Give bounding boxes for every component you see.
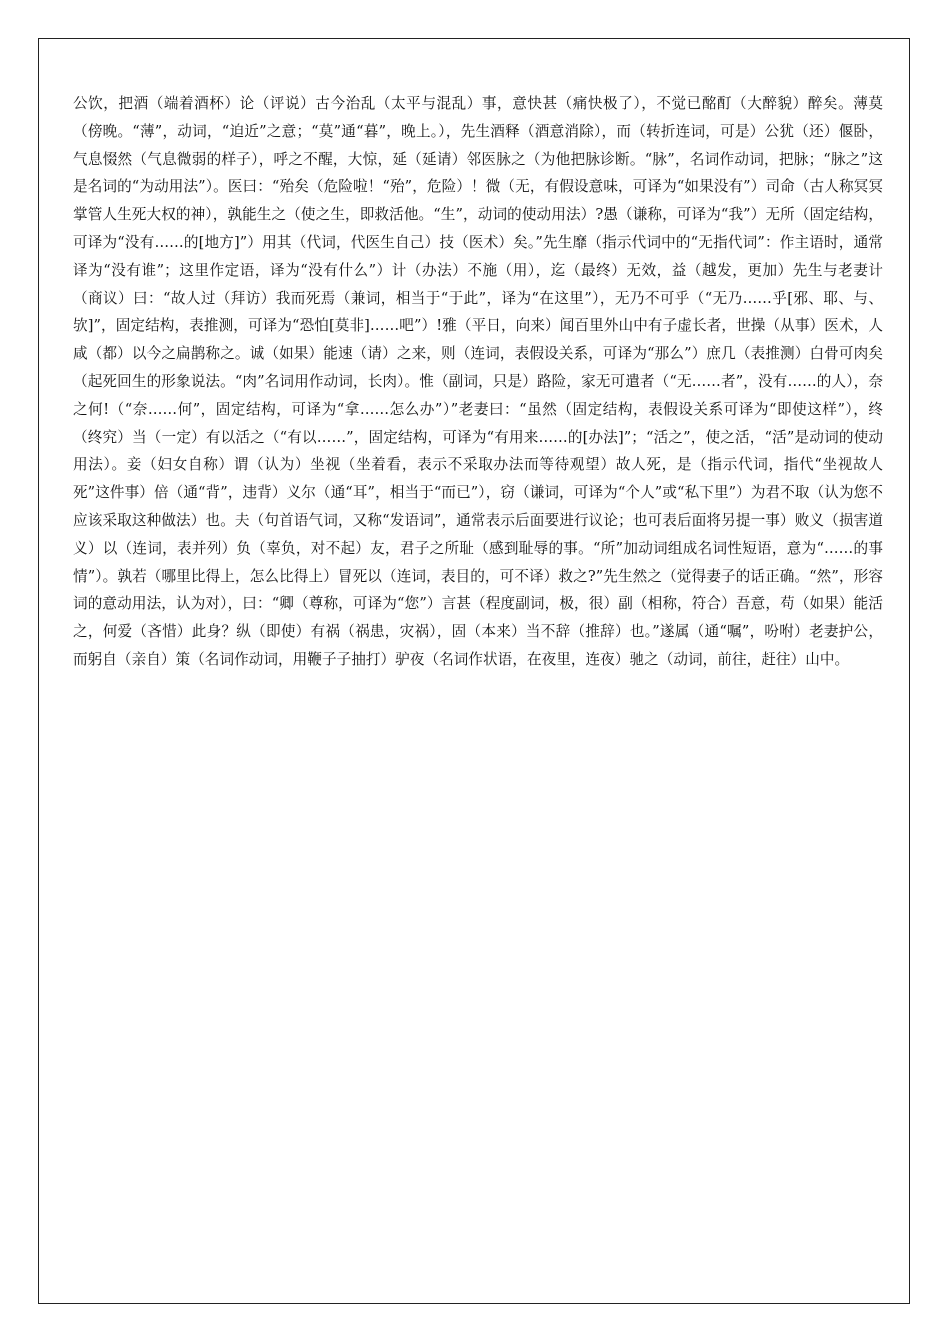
body-paragraph: 公饮，把酒（端着酒杯）论（评说）古今治乱（太平与混乱）事，意快甚（痛快极了），不觉已酩酊（大醉貌）醉矣。薄莫（傍晚。“薄”，动词，“迫近”之意；“莫”通“暮”，晚上。），先生酒释（酒意消除），而（转折连词，可是）公犹（还）偃卧，气息惙然（气息微弱的样子），呼之不醒，大惊，延（延请）邻医脉之（为他把脉诊断。“脉”，名词作动词，把脉；“脉之”这是名词的“为动用法”）。医曰：“殆矣（危险啦！“殆”，危险）！微（无，有假设意味，可译为“如果没有”）司命（古人称冥冥掌管人生死大权的神），孰能生之（使之生，即救活他。“生”，动词的使动用法）?愚（谦称，可译为“我”）无所（固定结构，可译为“没有……的[地方]”）用其（代词，代医生自己）技（医术）矣。”先生靡（指示代词中的“无指代词”：作主语时，通常译为“没有谁”；这里作定语，译为“没有什么”）计（办法）不施（用），迄（最终）无效，益（越发，更加）先生与老妻计（商议）曰：“故人过（拜访）我而死焉（兼词，相当于“于此”，译为“在这里”），无乃不可乎（“无乃……乎[邪、耶、与、欤]”，固定结构，表推测，可译为“恐怕[莫非]……吧”）!雅（平日，向来）闻百里外山中有子虚长者，世操（从事）医术，人咸（都）以今之扁鹊称之。诚（如果）能速（请）之来，则（连词，表假设关系，可译为“那么”）庶几（表推测）白骨可肉矣（起死回生的形象说法。“肉”名词用作动词，长肉）。惟（副词，只是）路险，家无可遣者（“无……者”，没有……的人），奈之何!（“奈……何”，固定结构，可译为“拿……怎么办”）”老妻曰：“虽然（固定结构，表假设关系可译为“即使这样”），终（终究）当（一定）有以活之（“有以……”，固定结构，可译为“有用来……的[办法]”；“活之”，使之活，“活”是动词的使动用法）。妾（妇女自称）谓（认为）坐视（坐着看，表示不采取办法而等待观望）故人死，是（指示代词，指代“坐视故人死”这件事）倍（通“背”，违背）义尔（通“耳”，相当于“而已”），窃（谦词，可译为“个人”或“私下里”）为君不取（认为您不应该采取这种做法）也。夫（句首语气词，又称“发语词”，通常表示后面要进行议论；也可表后面将另提一事）败义（损害道义）以（连词，表并列）负（辜负，对不起）友，君子之所耻（感到耻辱的事。“所”加动词组成名词性短语，意为“……的事情”）。孰若（哪里比得上，怎么比得上）冒死以（连词，表目的，可不译）救之?”先生然之（觉得妻子的话正确。“然”，形容词的意动用法，认为对），曰：“卿（尊称，可译为“您”）言甚（程度副词，极，很）副（相称，符合）吾意，苟（如果）能活之，何爱（吝惜）此身？纵（即使）有祸（祸患，灾祸），固（本来）当不辞（推辞）也。”遂属（通“嘱”，吩咐）老妻护公，而躬自（亲自）策（名词作动词，用鞭子子抽打）驴夜（名词作状语，在夜里，连夜）驰之（动词，前往，赶往）山中。	[73, 95, 883, 668]
